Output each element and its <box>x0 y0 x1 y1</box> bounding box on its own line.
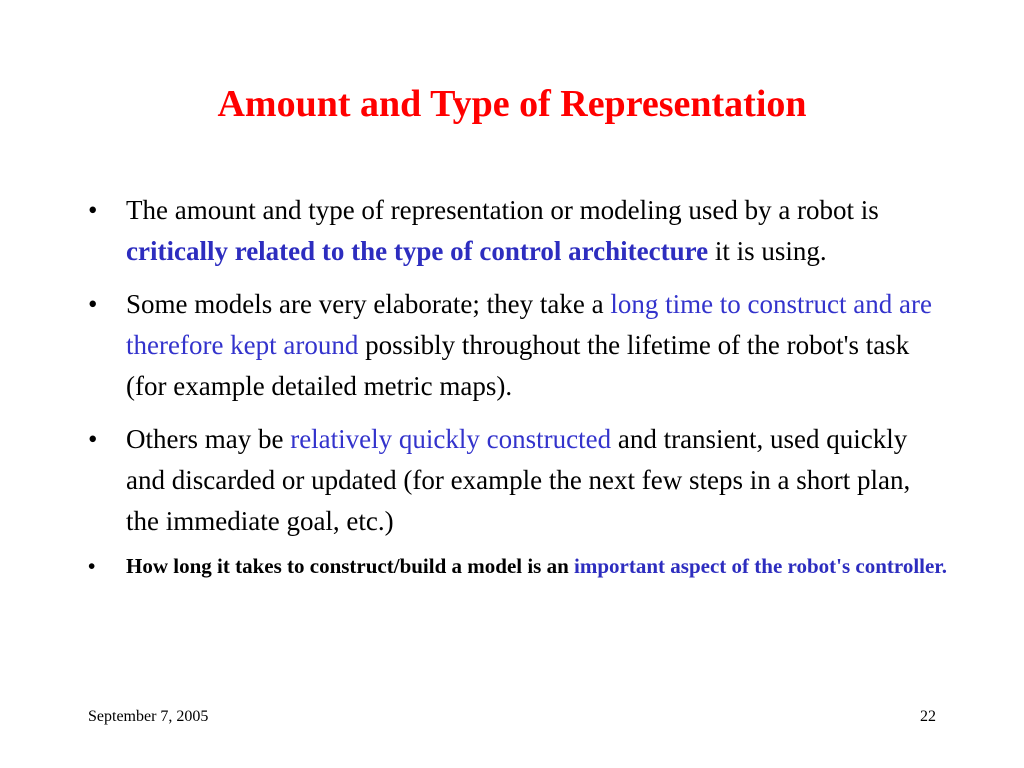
bullet-text: Some models are very elaborate; they take a <box>126 289 611 319</box>
bullet-text: possibly throughout the lifetime of the robot's task (for example detailed metric maps). <box>126 330 910 401</box>
bullet-item <box>88 190 948 272</box>
bullet-marker: • <box>88 289 98 319</box>
footer-date: September 7, 2005 <box>88 708 209 725</box>
bullet-text: and transient, used quickly and discarded or updated (for example the next few steps in a short plan, the immediate goal, etc.) <box>126 424 911 536</box>
bullet-marker: • <box>88 195 98 225</box>
bullet-text: The amount and type of representation or modeling used by a robot is <box>126 195 879 225</box>
bullet-item <box>88 550 948 583</box>
bullet-item <box>88 419 948 542</box>
bullet-text: it is using. <box>708 236 827 266</box>
bullet-highlight: long time to construct and are therefore kept around <box>126 289 932 360</box>
bullet-highlight: important aspect of the robot's controller. <box>574 554 947 578</box>
bullet-marker: • <box>88 554 96 578</box>
page-number: 22 <box>920 708 936 725</box>
bullet-highlight: critically related to the type of control architecture <box>126 236 709 266</box>
bullet-item <box>88 284 948 407</box>
bullet-list <box>88 190 948 595</box>
bullet-text: Others may be <box>126 424 291 454</box>
bullet-highlight: relatively quickly constructed <box>290 424 612 454</box>
bullet-marker: • <box>88 424 98 454</box>
bullet-text: How long it takes to construct/build a model is an <box>126 554 575 578</box>
slide-title: Amount and Type of Representation <box>217 83 807 125</box>
